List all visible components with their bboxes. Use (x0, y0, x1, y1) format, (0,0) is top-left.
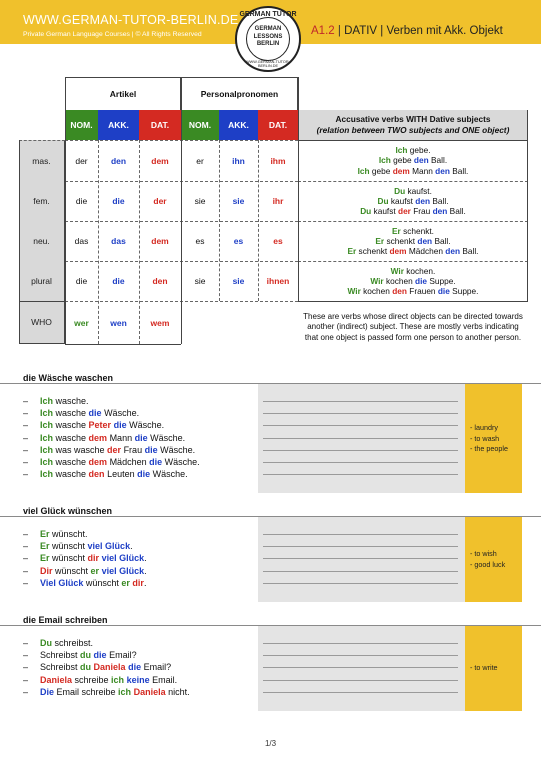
seal-bottom-text: WWW.GERMAN-TUTOR-BERLIN.DE (246, 60, 290, 68)
segment: er (121, 577, 130, 588)
segment: Er (392, 225, 401, 236)
sentence (23, 565, 147, 577)
answer-line[interactable] (263, 680, 458, 681)
answer-line[interactable] (263, 655, 458, 656)
sentence (23, 528, 147, 540)
form-cell: den (152, 276, 168, 286)
segment: die (137, 469, 151, 480)
segment: dir (132, 577, 144, 588)
bullet-dash: – (23, 577, 29, 588)
bullet-dash: – (23, 686, 29, 697)
segment: den (88, 469, 105, 480)
question-word-cell: wen (110, 317, 127, 328)
column-header-dat: DAT. (139, 110, 181, 140)
form-cell: sie (194, 276, 206, 286)
bullet-dash: – (23, 469, 29, 480)
segment: Leuten (104, 469, 138, 480)
segment: Ball. (460, 246, 479, 257)
segment: Du (40, 638, 52, 648)
segment: Wäsche. (147, 432, 186, 443)
example-sentences (298, 221, 528, 261)
form-cell: die (112, 196, 125, 206)
segment: Wäsche. (126, 420, 165, 431)
column-header-nom: NOM. (65, 110, 98, 140)
german-tutor-seal-logo (235, 6, 301, 72)
answer-line[interactable] (263, 692, 458, 693)
form-cell: den (110, 155, 127, 166)
segment: wasche (53, 432, 89, 443)
example-line (358, 166, 469, 176)
segment: die (415, 275, 428, 286)
grid-line (19, 140, 65, 141)
segment: Wir (370, 275, 384, 286)
answer-line[interactable] (263, 643, 458, 644)
segment: dem (389, 246, 407, 257)
form-cell: ihm (270, 155, 286, 166)
form-cell: ihn (232, 155, 245, 166)
grid-line (298, 140, 528, 141)
sentence (23, 419, 200, 431)
segment: Wir (390, 265, 404, 276)
segment: schreibe (72, 674, 112, 685)
segment: Ball. (430, 195, 449, 206)
grid-line (19, 301, 65, 302)
segment: kochen (360, 286, 393, 297)
sentence (23, 649, 190, 661)
segment: Ich (40, 444, 54, 455)
segment: der (398, 206, 411, 217)
segment: gebe (369, 165, 393, 176)
exercise-title: die Wäsche waschen (23, 373, 114, 383)
segment: Ich (40, 396, 54, 406)
row-label-fem: fem. (19, 181, 65, 221)
segment: schreibst. (52, 638, 94, 648)
vocabulary-item: - the people (470, 444, 508, 453)
sentence (23, 577, 147, 589)
segment: dem (88, 457, 108, 468)
exercise-band (0, 516, 541, 601)
bullet-dash: – (23, 529, 29, 539)
form-cell: dem (151, 236, 169, 246)
grid-line (527, 110, 528, 301)
segment: Suppe. (449, 286, 479, 297)
form-cell: dem (151, 155, 169, 166)
segment: die (88, 408, 102, 419)
form-cell: es (195, 236, 205, 246)
sentence-list (23, 395, 200, 480)
segment: dem (88, 432, 108, 443)
question-word-cell: wem (150, 317, 170, 328)
example-line (395, 145, 430, 155)
segment: wünscht (83, 577, 122, 588)
answer-lines (263, 643, 458, 704)
answer-lines (263, 401, 458, 486)
sentence (23, 686, 190, 698)
segment: Er (375, 235, 385, 246)
form-cell: die (75, 196, 88, 206)
sentence (23, 674, 190, 686)
answer-lines (263, 534, 458, 595)
vocabulary-item: - to write (470, 663, 498, 672)
segment: Ich (395, 145, 408, 156)
sentence (23, 552, 147, 564)
sentence (23, 661, 190, 673)
segment: schenkt (384, 235, 418, 246)
segment: die (134, 432, 148, 443)
vocabulary-item: - to wish (470, 549, 497, 558)
segment: Wäsche. (101, 408, 140, 419)
example-line (394, 186, 432, 196)
segment: viel Glück (87, 541, 131, 552)
segment: wasche. (53, 396, 89, 406)
site-subtitle: Private German Language Courses | © All Rights Reserved (23, 31, 202, 38)
example-line (391, 266, 436, 276)
segment: Wäsche. (162, 457, 200, 468)
example-sentences (298, 181, 528, 221)
bullet-dash: – (23, 638, 29, 648)
answer-line[interactable] (263, 425, 458, 426)
segment: kaufst (371, 206, 398, 217)
grid-line (139, 140, 140, 344)
vocabulary-item: - to wash (470, 433, 500, 443)
level-label: A1.2 (311, 25, 335, 37)
vocabulary-list (470, 549, 505, 570)
page-number: 1/3 (264, 739, 277, 748)
exercise-title: die Email schreiben (23, 615, 108, 625)
example-line (347, 246, 478, 256)
segment: Ball. (428, 155, 448, 166)
seal-middle-text: GERMAN LESSONS BERLIN (253, 26, 283, 47)
segment: die (113, 420, 127, 431)
title-separator: | (337, 25, 341, 37)
form-cell: das (111, 236, 126, 246)
segment: Email schreibe (54, 686, 119, 697)
answer-line[interactable] (263, 558, 458, 559)
form-cell: der (153, 196, 167, 206)
answer-line[interactable] (263, 571, 458, 572)
grid-line (181, 77, 182, 344)
bullet-dash: – (23, 408, 29, 419)
example-sentences (298, 140, 528, 181)
segment: Ich (40, 420, 54, 431)
form-cell: sie (194, 196, 206, 206)
vocabulary-item: - laundry (470, 423, 498, 432)
topic-label: DATIV | Verben mit Akk. Objekt (344, 25, 503, 37)
form-cell: sie (232, 196, 245, 206)
segment: den (435, 165, 450, 176)
segment: den (417, 235, 433, 246)
segment: Daniela (93, 662, 126, 673)
segment: was wasche (53, 444, 108, 455)
segment: nicht. (165, 686, 190, 697)
column-header-akk: AKK. (98, 110, 139, 140)
segment: dir (87, 553, 100, 564)
exercise-band (0, 625, 541, 710)
vocabulary-list (470, 423, 508, 455)
column-header-akk: AKK. (219, 110, 258, 140)
form-cell: er (196, 155, 204, 166)
sentence (23, 456, 200, 468)
pronoun-group-header: Personalpronomen (181, 77, 298, 110)
site-name: WWW.GERMAN-TUTOR-BERLIN.DE (23, 13, 239, 27)
example-line (377, 196, 448, 206)
segment: Mädchen (406, 246, 446, 257)
segment: den (415, 195, 431, 206)
sentence (23, 444, 200, 456)
sentence-list (23, 637, 190, 698)
segment: wasche (53, 469, 89, 480)
segment: Ball. (449, 165, 469, 176)
example-line (392, 226, 434, 236)
segment: Er (40, 553, 50, 564)
segment: wasche (53, 408, 89, 419)
bullet-dash: – (23, 420, 29, 431)
segment: Er (40, 541, 50, 552)
explanation-note: These are verbs whose direct objects can be directed towards another (indirect) subject. These are mostly verbs indicating that one object is passed form one person to another person. (303, 312, 523, 342)
segment: gebe (390, 155, 414, 166)
sentence (23, 637, 190, 649)
grid-line (298, 77, 299, 301)
answer-line[interactable] (263, 546, 458, 547)
segment: Du (394, 185, 406, 196)
segment: kochen (383, 275, 416, 286)
column-header-nom: NOM. (181, 110, 219, 140)
segment: Frauen (406, 286, 438, 297)
segment: viel Glück (101, 565, 145, 576)
example-line (348, 286, 479, 296)
sentence (23, 395, 200, 407)
vocabulary-list (470, 663, 498, 674)
segment: kochen. (403, 265, 436, 276)
grid-line (298, 261, 528, 262)
example-line (379, 155, 447, 165)
segment: schenkt. (400, 225, 434, 236)
segment: ich (111, 674, 125, 685)
grid-line (298, 301, 528, 302)
grid-line (298, 181, 528, 182)
grid-line (98, 140, 99, 344)
column-header-dat: DAT. (258, 110, 298, 140)
exercise-title: viel Glück wünschen (23, 506, 113, 516)
segment: du (80, 650, 92, 661)
grid-line (65, 77, 66, 344)
form-cell: es (233, 236, 244, 246)
segment: Email? (106, 650, 137, 661)
segment: Wäsche. (157, 444, 196, 455)
form-cell: ihnen (266, 276, 290, 286)
grid-line (219, 140, 220, 301)
example-header-subtitle: (relation between TWO subjects and ONE object) (316, 125, 510, 135)
segment: Mädchen (107, 457, 150, 468)
row-label-who: WHO (19, 301, 65, 344)
answer-line[interactable] (263, 462, 458, 463)
segment: . (130, 541, 133, 552)
bullet-dash: – (23, 541, 29, 552)
example-column-header (298, 110, 528, 140)
answer-line[interactable] (263, 474, 458, 475)
segment: wünscht (49, 541, 88, 552)
segment: Wäsche. (150, 469, 188, 480)
form-cell: der (75, 155, 88, 166)
article-group-header: Artikel (65, 77, 181, 110)
answer-line[interactable] (263, 583, 458, 584)
segment: Ball. (432, 235, 451, 246)
row-label-mas: mas. (19, 140, 65, 181)
segment: Daniela (133, 686, 166, 697)
segment: Er (347, 246, 357, 257)
segment: Er (40, 529, 50, 539)
form-cell: die (112, 276, 125, 286)
segment: Die (40, 686, 55, 697)
segment: Daniela (40, 674, 73, 685)
segment: den (392, 286, 407, 297)
segment: den (413, 155, 429, 166)
row-label-plural: plural (19, 261, 65, 301)
form-cell: ihr (272, 196, 284, 206)
segment: Ball. (447, 206, 466, 217)
bullet-dash: – (23, 662, 29, 673)
segment: Ich (378, 155, 391, 166)
bullet-dash: – (23, 674, 29, 685)
grid-line (65, 344, 181, 345)
segment: keine (126, 674, 150, 685)
segment: viel Glück (101, 553, 145, 564)
segment: kaufst. (405, 185, 432, 196)
form-cell: die (75, 276, 88, 286)
segment: . (144, 565, 147, 576)
answer-line[interactable] (263, 438, 458, 439)
answer-line[interactable] (263, 401, 458, 402)
answer-line[interactable] (263, 413, 458, 414)
form-cell: es (273, 236, 283, 246)
segment: dem (392, 165, 410, 176)
segment: Schreibst (40, 650, 81, 661)
segment: Mann (409, 165, 436, 176)
bullet-dash: – (23, 553, 29, 564)
segment: Mann (107, 432, 135, 443)
segment: die (93, 650, 107, 661)
segment: wünscht (49, 553, 88, 564)
segment: Email? (141, 662, 172, 673)
segment: schenkt (356, 246, 390, 257)
segment: Frau (121, 444, 145, 455)
vocabulary-item: - good luck (470, 559, 506, 569)
form-cell: sie (232, 276, 245, 286)
segment: gebe. (407, 145, 431, 156)
answer-line[interactable] (263, 450, 458, 451)
bullet-dash: – (23, 432, 29, 443)
segment: Ich (357, 165, 370, 176)
example-line (370, 276, 455, 286)
segment: Viel Glück (40, 577, 84, 588)
example-sentences (298, 261, 528, 301)
segment: Email. (149, 674, 178, 685)
bullet-dash: – (23, 396, 29, 406)
segment: Ich (40, 408, 54, 419)
form-cell: das (74, 236, 89, 246)
seal-top-text: GERMAN TUTOR (239, 11, 297, 18)
segment: wünscht (52, 565, 91, 576)
answer-line[interactable] (263, 667, 458, 668)
segment: Du (377, 195, 389, 206)
segment: kaufst (388, 195, 416, 206)
sentence (23, 468, 200, 480)
bullet-dash: – (23, 565, 29, 576)
segment: du (80, 662, 92, 673)
grid-line (298, 221, 528, 222)
segment: die (128, 662, 142, 673)
segment: Wir (347, 286, 361, 297)
bullet-dash: – (23, 457, 29, 468)
segment: Suppe. (427, 275, 456, 286)
grid-line (258, 140, 259, 301)
sentence (23, 432, 200, 444)
segment: . (144, 553, 147, 564)
row-label-neu: neu. (19, 221, 65, 261)
example-header-title: Accusative verbs WITH Dative subjects (335, 114, 491, 124)
bullet-dash: – (23, 650, 29, 661)
segment: Du (360, 206, 372, 217)
segment: wünscht. (49, 529, 88, 539)
lesson-title (311, 25, 503, 37)
sentence (23, 540, 147, 552)
bullet-dash: – (23, 444, 29, 455)
segment: Dir (40, 565, 53, 576)
segment: Ich (40, 469, 54, 480)
sentence-list (23, 528, 147, 589)
segment: wasche (53, 420, 89, 431)
example-line (375, 236, 450, 246)
sentence (23, 407, 200, 419)
segment: den (445, 246, 461, 257)
segment: die (149, 457, 163, 468)
example-line (360, 206, 466, 216)
segment: . (143, 577, 147, 588)
segment: den (432, 206, 448, 217)
grid-line (19, 140, 20, 344)
segment: die (144, 444, 158, 455)
segment: ich (118, 686, 132, 697)
segment: der (107, 444, 122, 455)
question-word-cell: wer (74, 317, 89, 328)
segment: die (437, 286, 450, 297)
segment: Frau (410, 206, 433, 217)
segment: wasche (53, 457, 89, 468)
segment: Schreibst (40, 662, 81, 673)
segment: Peter (88, 420, 112, 431)
answer-line[interactable] (263, 534, 458, 535)
exercise-band (0, 383, 541, 492)
segment: Ich (40, 432, 54, 443)
segment: er (90, 565, 100, 576)
segment: Ich (40, 457, 54, 468)
